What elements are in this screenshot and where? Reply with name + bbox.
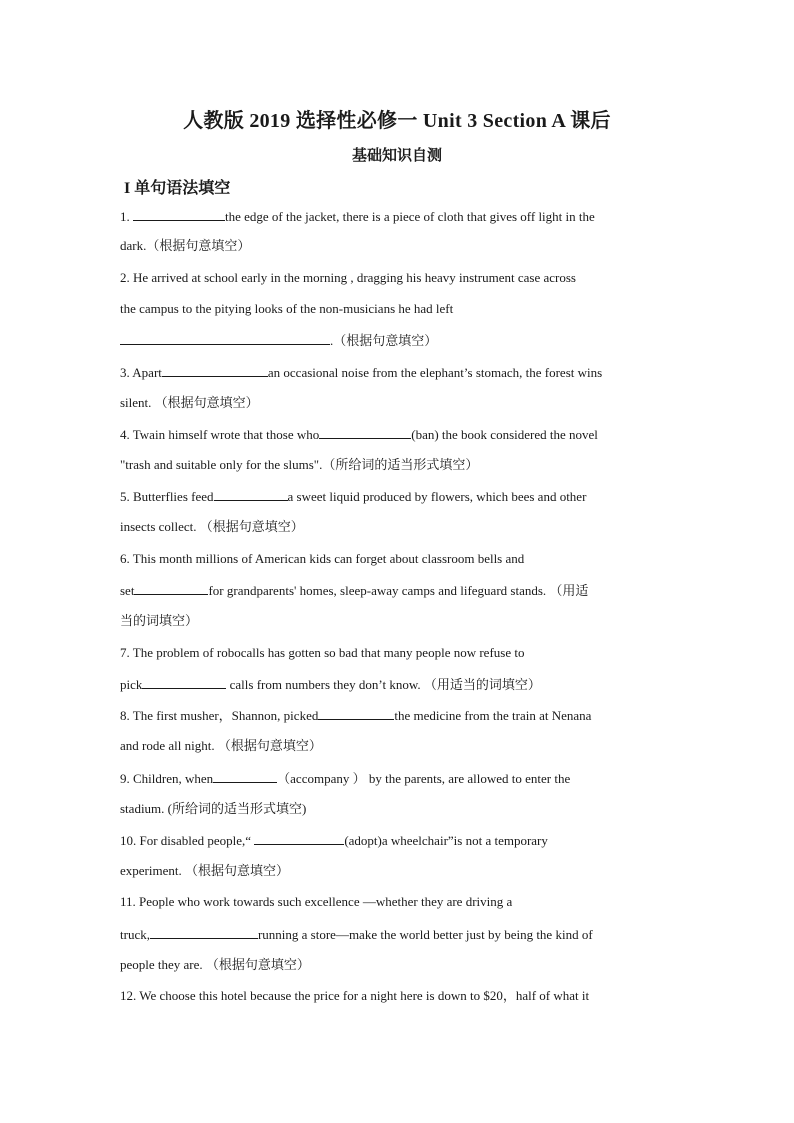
text-line: truck, running a store—make the world better just by being the kind of (120, 927, 593, 942)
answer-blank[interactable] (162, 363, 268, 377)
text-line: experiment. （根据句意填空） (120, 863, 289, 878)
text-line: the campus to the pitying looks of the non-musicians he had left (120, 301, 454, 316)
text-line: 10. For disabled people,“ (adopt)a wheelchair”is not a temporary (120, 833, 548, 848)
text-line: insects collect. （根据句意填空） (120, 519, 304, 534)
text-line: 1. the edge of the jacket, there is a piece of cloth that gives off light in the (120, 209, 595, 224)
answer-blank[interactable] (120, 331, 330, 345)
text-line: people they are. （根据句意填空） (120, 957, 310, 972)
answer-blank[interactable] (133, 207, 225, 221)
text-line: pick calls from numbers they don’t know. （用适当的词填空） (120, 677, 541, 692)
text-line: 4. Twain himself wrote that those who (ban) the book considered the novel (120, 427, 598, 442)
text-line: 5. Butterflies feed a sweet liquid produced by flowers, which bees and other (120, 489, 587, 504)
text-line: 6. This month millions of American kids can forget about classroom bells and (120, 551, 525, 566)
text-line: 当的词填空） (120, 613, 199, 628)
answer-blank[interactable] (319, 425, 411, 439)
text-line: and rode all night. （根据句意填空） (120, 738, 322, 753)
section-heading: I 单句语法填空 (124, 180, 231, 197)
answer-blank[interactable] (214, 487, 288, 501)
answer-blank[interactable] (213, 769, 277, 783)
document-subtitle: 基础知识自测 (351, 148, 442, 164)
text-line: 3. Apart an occasional noise from the elephant’s stomach, the forest wins (120, 365, 603, 380)
answer-blank[interactable] (134, 581, 208, 595)
text-line: 9. Children, when （accompany ） by the parents, are allowed to enter the (120, 771, 571, 786)
answer-blank[interactable] (142, 675, 226, 689)
text-line: "trash and suitable only for the slums".（所给词的适当形式填空） (120, 457, 479, 472)
answer-blank[interactable] (318, 706, 394, 720)
text-line: stadium. (所给词的适当形式填空) (120, 801, 307, 816)
answer-blank[interactable] (150, 925, 258, 939)
text-line: silent. （根据句意填空） (120, 395, 259, 410)
text-line: 12. We choose this hotel because the price for a night here is down to $20，half of what it (120, 988, 590, 1003)
text-line: dark.（根据句意填空） (120, 238, 251, 253)
document-title: 人教版 2019 选择性必修一 Unit 3 Section A 课后 (183, 110, 611, 132)
text-line: set for grandparents' homes, sleep-away camps and lifeguard stands. （用适 (120, 583, 589, 598)
answer-blank[interactable] (254, 831, 344, 845)
text-line: 8. The first musher，Shannon, picked the medicine from the train at Nenana (120, 708, 592, 723)
text-line: 7. The problem of robocalls has gotten so bad that many people now refuse to (120, 645, 525, 660)
text-line: 2. He arrived at school early in the morning , dragging his heavy instrument case across (120, 270, 576, 285)
text-line: .（根据句意填空） (120, 331, 680, 350)
text-line: 11. People who work towards such excellence —whether they are driving a (120, 894, 513, 909)
